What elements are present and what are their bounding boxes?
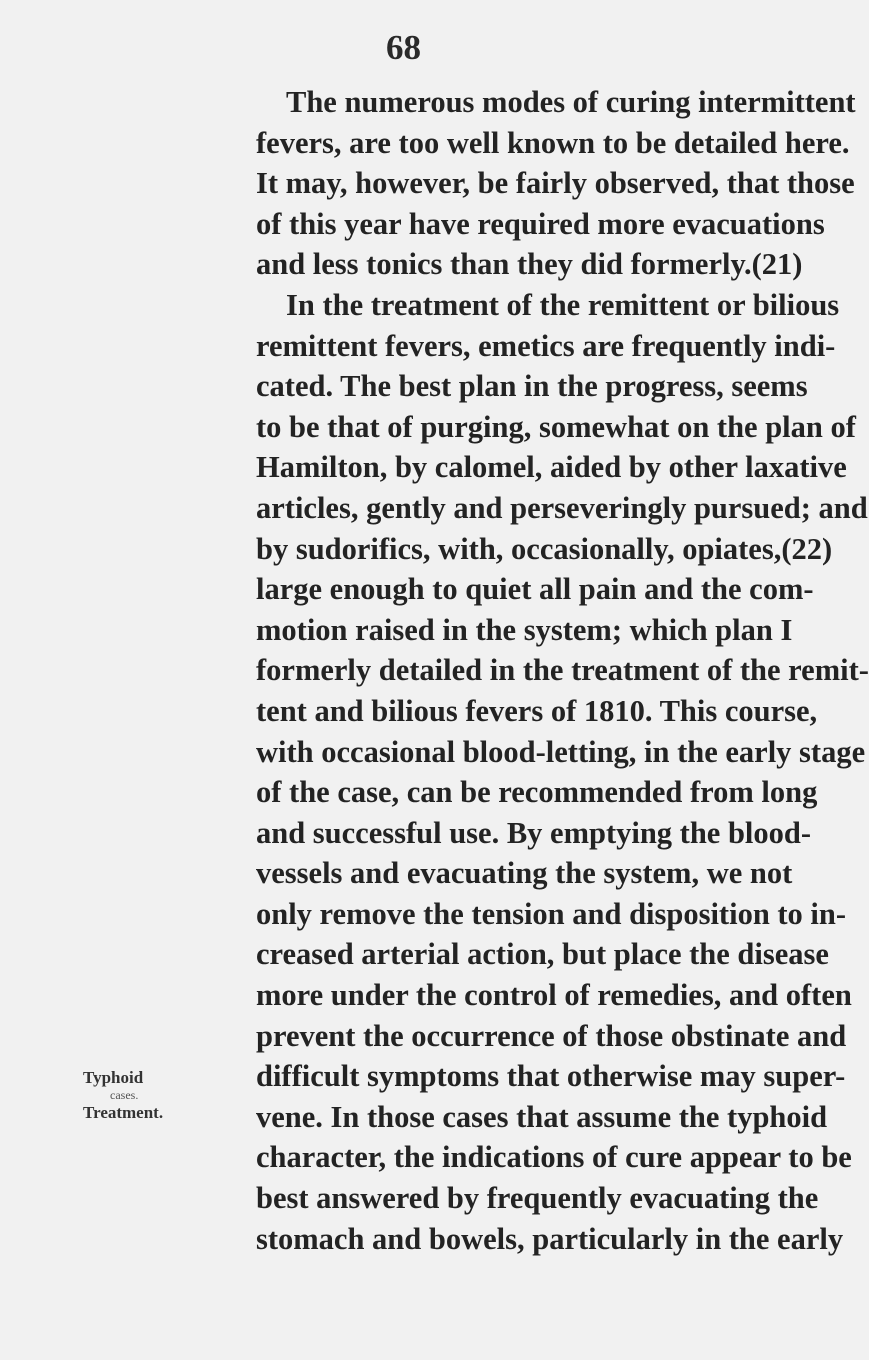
- margin-note-treatment: Treatment.: [83, 1103, 164, 1122]
- text-line: cated. The best plan in the progress, seems: [256, 369, 808, 404]
- text-line: difficult symptoms that otherwise may super-: [256, 1059, 846, 1094]
- text-line: The numerous modes of curing intermittent: [286, 85, 856, 119]
- text-line: formerly detailed in the treatment of the remit-: [256, 653, 869, 688]
- margin-note-typhoid: Typhoid: [83, 1068, 144, 1087]
- text-line: by sudorifics, with, occasionally, opiates,(22): [256, 531, 833, 566]
- text-line: only remove the tension and disposition to in-: [256, 896, 847, 931]
- text-line: of the case, can be recommended from long: [256, 775, 818, 810]
- text-line: tent and bilious fevers of 1810. This course,: [256, 693, 818, 728]
- text-line: motion raised in the system; which plan I: [256, 612, 793, 647]
- text-line: It may, however, be fairly observed, that those: [256, 166, 855, 201]
- text-line: character, the indications of cure appear to be: [256, 1140, 852, 1175]
- text-line: stomach and bowels, particularly in the early: [256, 1221, 844, 1256]
- text-line: of this year have required more evacuations: [256, 206, 825, 241]
- text-line: with occasional blood-letting, in the early stage: [256, 734, 866, 769]
- text-line: vene. In those cases that assume the typhoid: [256, 1099, 828, 1134]
- text-line: fevers, are too well known to be detailed here.: [256, 125, 850, 160]
- text-line: creased arterial action, but place the disease: [256, 937, 829, 972]
- text-line: and less tonics than they did formerly.(21): [256, 247, 803, 282]
- text-line: prevent the occurrence of those obstinate and: [256, 1018, 847, 1053]
- text-line: best answered by frequently evacuating the: [256, 1181, 819, 1216]
- text-line: Hamilton, by calomel, aided by other laxative: [256, 450, 847, 485]
- body-text: [256, 82, 869, 1259]
- text-line: and successful use. By emptying the blood-: [256, 815, 812, 850]
- text-line: vessels and evacuating the system, we not: [256, 856, 793, 891]
- text-line: more under the control of remedies, and often: [256, 978, 852, 1013]
- page-number: 68: [386, 28, 421, 67]
- text-line: to be that of purging, somewhat on the plan of: [256, 409, 856, 444]
- text-line: remittent fevers, emetics are frequently indi-: [256, 328, 836, 363]
- text-line: large enough to quiet all pain and the com-: [256, 572, 814, 607]
- text-line: articles, gently and perseveringly pursued; and: [256, 490, 868, 525]
- margin-note-cases: cases.: [110, 1088, 139, 1102]
- text-line: In the treatment of the remittent or bilious: [286, 287, 840, 322]
